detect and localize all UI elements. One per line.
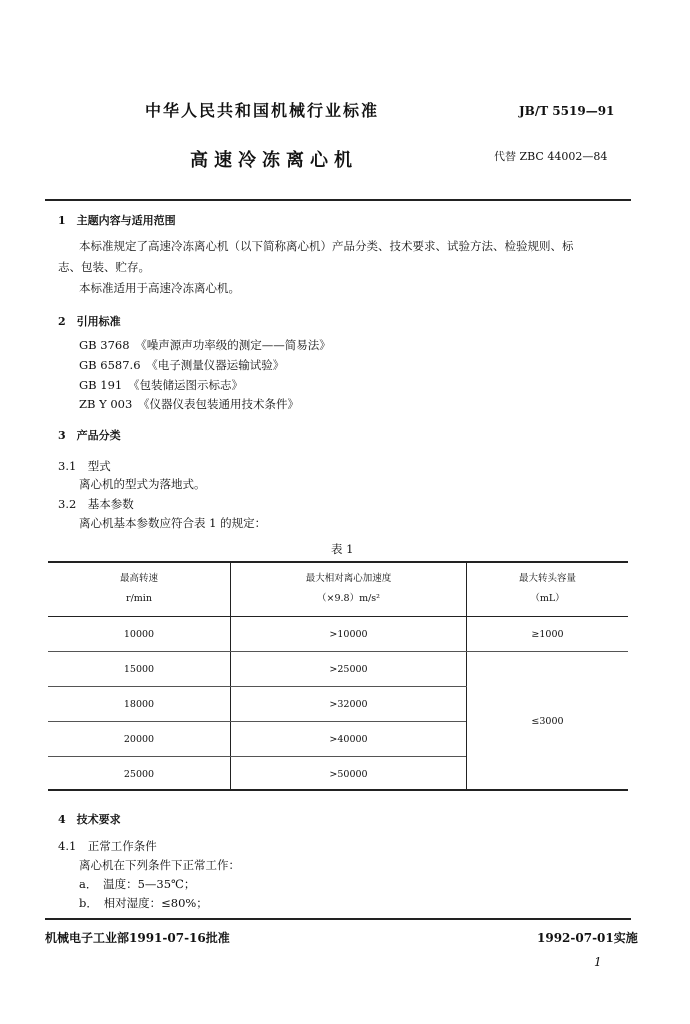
header-cell-speed: [48, 562, 231, 617]
capacity-cell-merged: ≤3000: [467, 652, 629, 792]
condition-item: b． 相对湿度：≤80%；: [79, 896, 208, 910]
acceleration-cell: >50000: [231, 757, 467, 792]
parameters-table: [48, 562, 628, 791]
reference-item: GB 6587.6 《电子测量仪器运输试验》: [79, 358, 285, 372]
section-4-1-text: 离心机在下列条件下正常工作：: [79, 858, 240, 872]
reference-item: ZB Y 003 《仪器仪表包装通用技术条件》: [79, 397, 300, 411]
effective-date: 1992-07-01实施: [537, 931, 638, 945]
header-label: 最大相对离心加速度: [305, 573, 392, 584]
section-3-1-text: 离心机的型式为落地式。: [79, 477, 206, 491]
acceleration-cell: >10000: [231, 617, 467, 652]
section-1-paragraph-line1: 本标准规定了高速冷冻离心机（以下简称离心机）产品分类、技术要求、试验方法、检验规则、标: [79, 239, 574, 253]
approval-date: 机械电子工业部1991-07-16批准: [45, 931, 230, 945]
reference-item: GB 191 《包装储运图示标志》: [79, 378, 243, 392]
section-1-scope: 本标准适用于高速冷冻离心机。: [79, 281, 240, 295]
table-bottom-rule: [48, 789, 628, 791]
table-row: [48, 652, 628, 687]
header-label: 最大转头容量: [518, 573, 576, 584]
footer-rule: [45, 918, 631, 920]
capacity-cell: ≥1000: [467, 617, 629, 652]
section-1-heading: 1 主题内容与适用范围: [58, 214, 176, 227]
speed-cell: 20000: [48, 722, 231, 757]
table-row: [48, 617, 628, 652]
table-caption: 表 1: [331, 542, 354, 556]
header-unit: r/min: [126, 593, 152, 604]
speed-cell: 18000: [48, 687, 231, 722]
page-number: 1: [594, 955, 602, 969]
section-4-heading: 4 技术要求: [58, 813, 121, 826]
document-title: 高速冷冻离心机: [190, 150, 358, 171]
header-cell-capacity: [467, 562, 629, 617]
reference-item: GB 3768 《噪声源声功率级的测定——简易法》: [79, 338, 331, 352]
section-3-heading: 3 产品分类: [58, 429, 121, 442]
section-4-1-heading: 4.1 正常工作条件: [58, 839, 157, 853]
header-unit: （mL）: [530, 593, 565, 604]
condition-item: a． 温度：5—35℃；: [79, 877, 196, 891]
acceleration-cell: >25000: [231, 652, 467, 687]
section-3-2-heading: 3.2 基本参数: [58, 497, 134, 511]
table-header-row: [48, 562, 628, 617]
header-label: 最高转速: [119, 573, 158, 584]
section-2-heading: 2 引用标准: [58, 315, 121, 328]
header-unit: （×9.8）m/s²: [317, 593, 380, 604]
section-3-1-heading: 3.1 型式: [58, 459, 111, 473]
section-1-paragraph-line2: 志、包装、贮存。: [58, 260, 150, 274]
replaces-standard: 代替 ZBC 44002—84: [494, 150, 608, 163]
header-cell-acceleration: [231, 562, 467, 617]
acceleration-cell: >32000: [231, 687, 467, 722]
section-3-2-text: 离心机基本参数应符合表 1 的规定：: [79, 516, 267, 530]
speed-cell: 25000: [123, 768, 155, 780]
standard-code: JB/T 5519—91: [519, 104, 615, 118]
acceleration-cell: >40000: [231, 722, 467, 757]
speed-cell: 10000: [48, 617, 231, 652]
speed-cell: 15000: [48, 652, 231, 687]
standard-body-title: 中华人民共和国机械行业标准: [145, 101, 380, 120]
header-rule: [45, 199, 631, 201]
